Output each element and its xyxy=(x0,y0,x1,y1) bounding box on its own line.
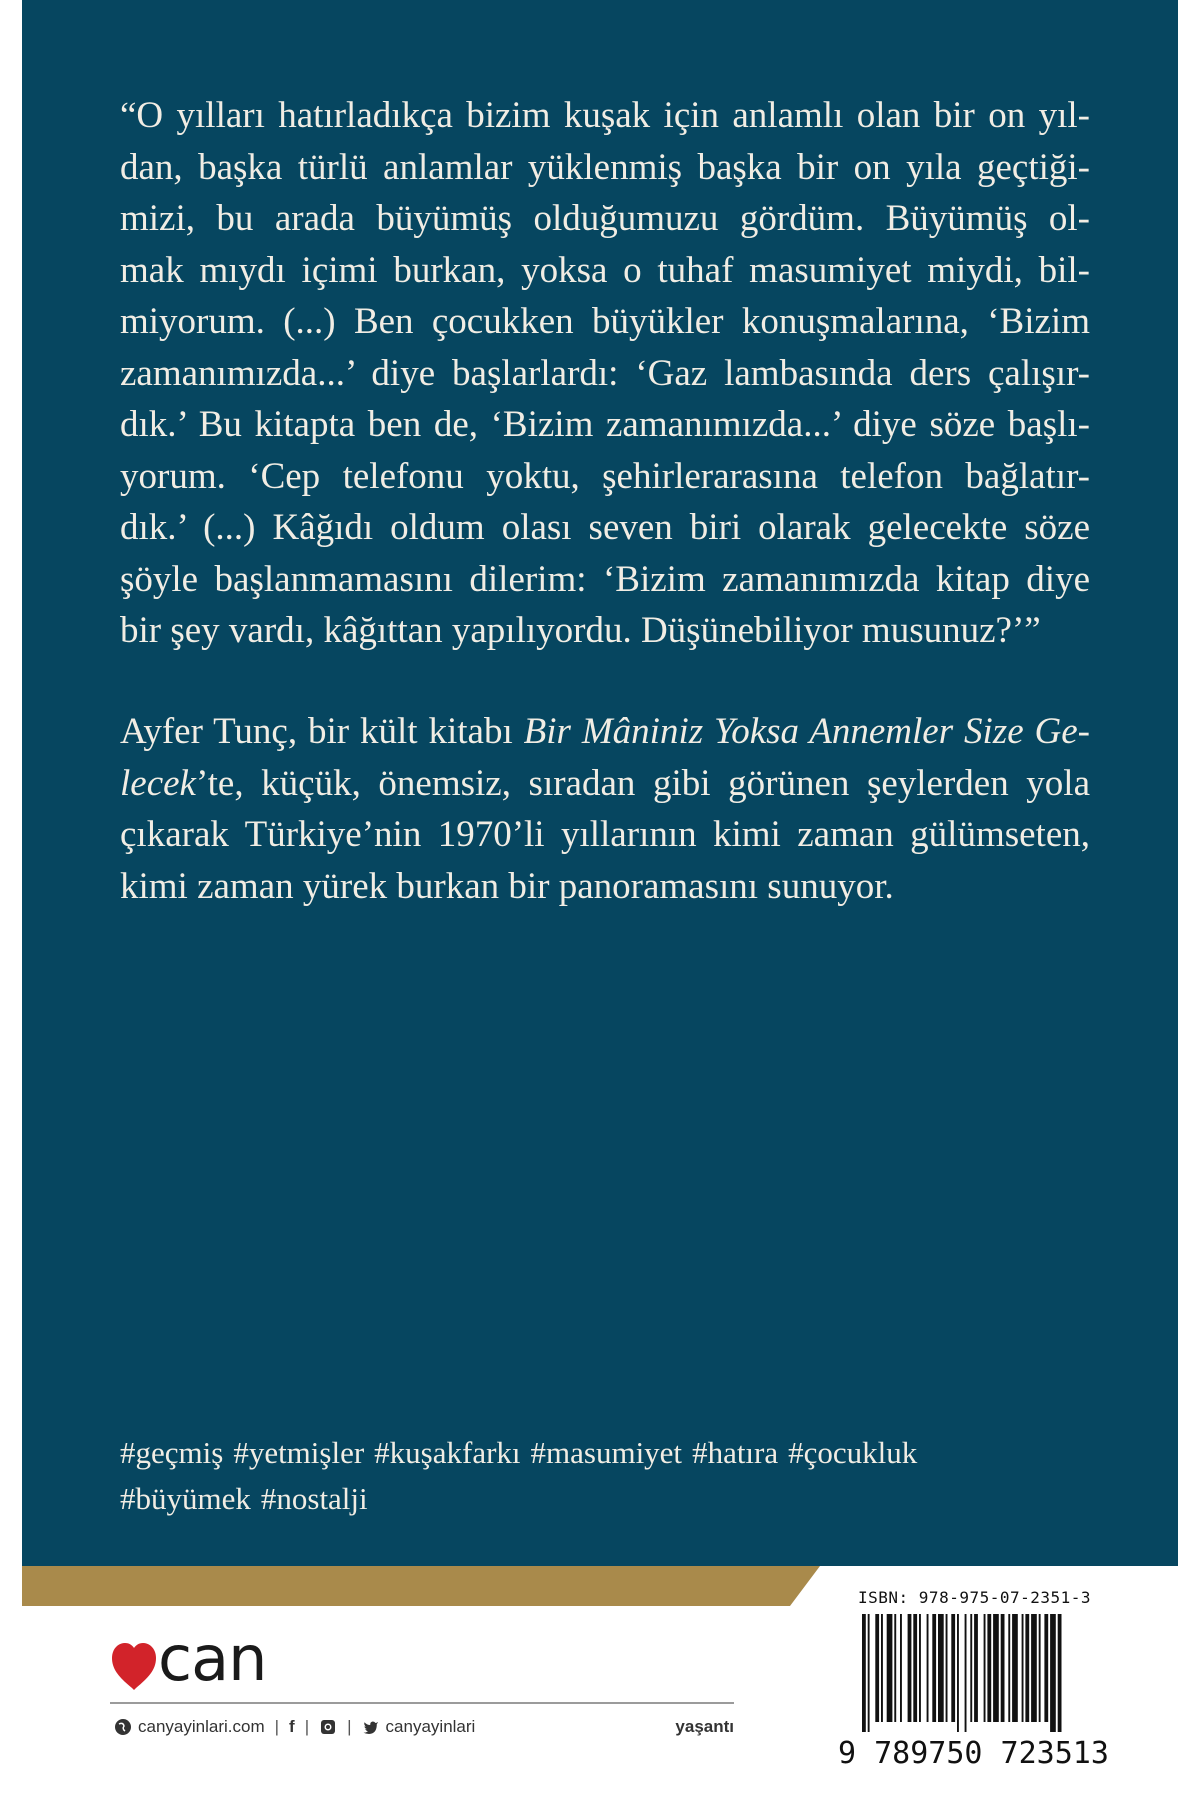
barcode-bar xyxy=(919,1614,921,1722)
barcode-bar xyxy=(1031,1614,1037,1722)
hashtag[interactable]: #nostalji xyxy=(260,1481,368,1516)
barcode-bar xyxy=(1008,1614,1010,1722)
barcode-bar xyxy=(1039,1614,1041,1722)
quote-line: zamanımızda...’ diye başlarlardı: ‘Gaz lambasında ders çalışır- xyxy=(120,352,1090,394)
barcode-bar xyxy=(868,1614,870,1732)
barcode-bar xyxy=(974,1614,978,1722)
book-title-italic: lecek xyxy=(120,762,196,804)
quote-line: “O yılları hatırladıkça bizim kuşak için anlamlı olan bir on yıl- xyxy=(120,95,1090,136)
barcode-bar xyxy=(957,1614,959,1732)
quote-block xyxy=(120,90,1090,657)
barcode-bar xyxy=(900,1614,902,1722)
facebook-icon[interactable]: f xyxy=(289,1717,295,1736)
globe-icon xyxy=(114,1718,132,1736)
footer-divider xyxy=(110,1702,734,1704)
quote-line: şöyle başlanmamasını dilerim: ‘Bizim zamanımızda kitap diye xyxy=(120,558,1090,600)
quote-line: mizi, bu arada büyümüş olduğumuzu gördüm. Büyümüş ol- xyxy=(120,198,1090,239)
book-title-italic: Bir Mâniniz Yoksa Annemler Size Ge- xyxy=(523,711,1090,752)
quote-line: yorum. ‘Cep telefonu yoktu, şehirlerarasına telefon bağlatır- xyxy=(120,455,1090,497)
barcode-bar xyxy=(965,1614,967,1732)
description-line: çıkarak Türkiye’nin 1970’li yıllarının kimi zaman gülümseten, xyxy=(120,814,1090,855)
barcode-bar xyxy=(1012,1614,1018,1722)
description-line: Ayfer Tunç, bir kült kitabı Bir Mâniniz Yoksa Annemler Size Ge- xyxy=(120,711,1090,752)
hashtag[interactable]: #yetmişler xyxy=(233,1435,365,1470)
barcode-bar xyxy=(862,1614,866,1732)
isbn-label: ISBN: 978-975-07-2351-3 xyxy=(858,1588,1092,1607)
hashtag[interactable]: #masumiyet xyxy=(530,1435,683,1470)
hashtags xyxy=(120,1430,1020,1522)
hashtag[interactable]: #çocukluk xyxy=(788,1435,918,1470)
publisher-footer: canyayinlari.com | f | | canyayinlari yaşantı xyxy=(114,1714,734,1740)
quote-line: miyorum. (...) Ben çocukken büyükler konuşmalarına, ‘Bizim xyxy=(120,301,1090,342)
instagram-icon[interactable] xyxy=(319,1718,337,1736)
logo-text: can xyxy=(158,1622,267,1695)
barcode-bar xyxy=(1025,1614,1029,1722)
hashtag[interactable]: #büyümek xyxy=(120,1481,251,1516)
hashtag[interactable]: #kuşakfarkı xyxy=(374,1435,521,1470)
barcode-bar xyxy=(987,1614,991,1722)
website-link[interactable]: canyayinlari.com xyxy=(138,1717,265,1736)
quote-line: bir şey vardı, kâğıttan yapılıyordu. Düşünebiliyor musunuz?’” xyxy=(120,610,1041,651)
barcode-bar xyxy=(887,1614,893,1722)
hashtags-line xyxy=(120,1476,1020,1522)
barcode-bar xyxy=(894,1614,896,1722)
barcode-bars xyxy=(862,1614,1092,1732)
barcode-bar xyxy=(1001,1614,1005,1722)
can-logo xyxy=(110,1622,290,1696)
barcode-bar xyxy=(932,1614,936,1722)
quote-line: mak mıydı içimi burkan, yoksa o tuhaf masumiyet miydi, bil- xyxy=(120,249,1090,291)
quote-line: dan, başka türlü anlamlar yüklenmiş başka bir on yıla geçtiği- xyxy=(120,146,1090,188)
hashtags-line xyxy=(120,1430,1020,1476)
barcode-bar xyxy=(1058,1614,1062,1732)
barcode-bar xyxy=(993,1614,999,1722)
barcode-bar xyxy=(908,1614,912,1722)
barcode-bar xyxy=(927,1614,929,1722)
isbn-digits: 9 789750 723513 xyxy=(838,1736,1109,1771)
barcode-bar xyxy=(913,1614,917,1722)
barcode-bar xyxy=(875,1614,879,1722)
description-block xyxy=(120,706,1090,912)
hashtag[interactable]: #geçmiş xyxy=(120,1435,224,1470)
quote-line: dık.’ Bu kitapta ben de, ‘Bizim zamanımızda...’ diye söze başlı- xyxy=(120,404,1090,445)
barcode-bar xyxy=(984,1614,986,1722)
barcode-bar xyxy=(881,1614,883,1722)
description-line: lecek’te, küçük, önemsiz, sıradan gibi görünen şeylerden yola xyxy=(120,762,1090,804)
barcode-bar xyxy=(1044,1614,1048,1722)
description-line: kimi zaman yürek burkan bir panoramasını sunuyor. xyxy=(120,865,894,907)
social-handle[interactable]: canyayinlari xyxy=(385,1717,476,1736)
barcode-bar xyxy=(1022,1614,1024,1722)
barcode-bar xyxy=(951,1614,955,1722)
quote-line: dık.’ (...) Kâğıdı oldum olası seven biri olarak gelecekte söze xyxy=(120,507,1090,548)
twitter-icon[interactable] xyxy=(362,1718,380,1736)
barcode-bar xyxy=(970,1614,972,1722)
barcode-bar xyxy=(938,1614,944,1722)
barcode-bar xyxy=(1050,1614,1056,1732)
genre-label: yaşantı xyxy=(675,1717,734,1736)
hashtag[interactable]: #hatıra xyxy=(692,1435,779,1470)
barcode-bar xyxy=(946,1614,948,1722)
